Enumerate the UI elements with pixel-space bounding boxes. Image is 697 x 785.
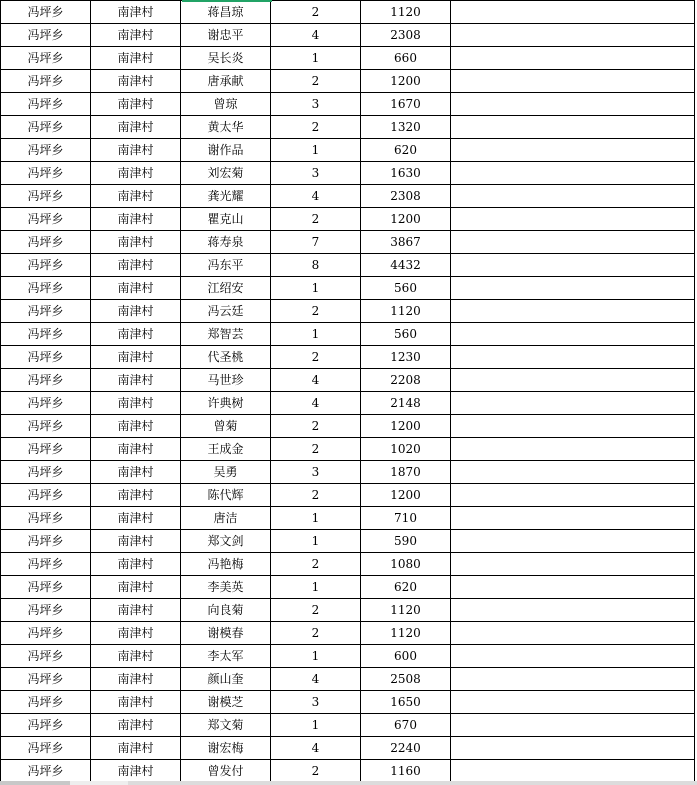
table-body — [1, 1, 695, 783]
name-cell[interactable]: 马世珍 — [181, 369, 271, 392]
table-row — [1, 645, 695, 668]
count-cell[interactable]: 1 — [271, 530, 361, 553]
empty-cell[interactable] — [451, 392, 695, 415]
empty-cell[interactable] — [451, 47, 695, 70]
township-cell[interactable]: 冯坪乡 — [1, 484, 91, 507]
amount-cell[interactable]: 1320 — [361, 116, 451, 139]
cell-selection-indicator — [182, 0, 272, 2]
empty-cell[interactable] — [451, 484, 695, 507]
empty-cell[interactable] — [451, 93, 695, 116]
table-row — [1, 760, 695, 783]
name-cell[interactable]: 吴长炎 — [181, 47, 271, 70]
village-cell[interactable]: 南津村 — [91, 668, 181, 691]
count-cell[interactable]: 8 — [271, 254, 361, 277]
amount-cell[interactable]: 2308 — [361, 185, 451, 208]
amount-cell[interactable]: 1120 — [361, 300, 451, 323]
count-cell[interactable]: 4 — [271, 24, 361, 47]
amount-cell[interactable]: 1200 — [361, 415, 451, 438]
amount-cell[interactable]: 1670 — [361, 93, 451, 116]
township-cell[interactable]: 冯坪乡 — [1, 599, 91, 622]
township-cell[interactable]: 冯坪乡 — [1, 47, 91, 70]
amount-cell[interactable]: 1200 — [361, 208, 451, 231]
name-cell[interactable]: 谢模春 — [181, 622, 271, 645]
empty-cell[interactable] — [451, 231, 695, 254]
village-cell[interactable]: 南津村 — [91, 70, 181, 93]
count-cell[interactable]: 2 — [271, 208, 361, 231]
township-cell[interactable]: 冯坪乡 — [1, 576, 91, 599]
empty-cell[interactable] — [451, 760, 695, 783]
amount-cell[interactable]: 1120 — [361, 1, 451, 24]
empty-cell[interactable] — [451, 1, 695, 24]
count-cell[interactable]: 2 — [271, 553, 361, 576]
township-cell[interactable]: 冯坪乡 — [1, 139, 91, 162]
township-cell[interactable]: 冯坪乡 — [1, 622, 91, 645]
village-cell[interactable]: 南津村 — [91, 47, 181, 70]
amount-cell[interactable]: 670 — [361, 714, 451, 737]
name-cell[interactable]: 向良菊 — [181, 599, 271, 622]
township-cell[interactable]: 冯坪乡 — [1, 300, 91, 323]
amount-cell[interactable]: 660 — [361, 47, 451, 70]
village-cell[interactable]: 南津村 — [91, 714, 181, 737]
count-cell[interactable]: 2 — [271, 300, 361, 323]
count-cell[interactable]: 1 — [271, 277, 361, 300]
village-cell[interactable]: 南津村 — [91, 461, 181, 484]
township-cell[interactable]: 冯坪乡 — [1, 1, 91, 24]
name-cell[interactable]: 曾发付 — [181, 760, 271, 783]
name-cell[interactable]: 黄太华 — [181, 116, 271, 139]
name-cell[interactable]: 颜山奎 — [181, 668, 271, 691]
empty-cell[interactable] — [451, 346, 695, 369]
table-row — [1, 622, 695, 645]
table-row — [1, 392, 695, 415]
amount-cell[interactable]: 620 — [361, 576, 451, 599]
village-cell[interactable]: 南津村 — [91, 162, 181, 185]
village-cell[interactable]: 南津村 — [91, 231, 181, 254]
village-cell[interactable]: 南津村 — [91, 24, 181, 47]
amount-cell[interactable]: 1160 — [361, 760, 451, 783]
table-row — [1, 208, 695, 231]
name-cell[interactable]: 谢作品 — [181, 139, 271, 162]
village-cell[interactable]: 南津村 — [91, 622, 181, 645]
village-cell[interactable]: 南津村 — [91, 484, 181, 507]
township-cell[interactable]: 冯坪乡 — [1, 323, 91, 346]
count-cell[interactable]: 2 — [271, 1, 361, 24]
table-row — [1, 530, 695, 553]
count-cell[interactable]: 1 — [271, 139, 361, 162]
amount-cell[interactable]: 1650 — [361, 691, 451, 714]
name-cell[interactable]: 蒋寿泉 — [181, 231, 271, 254]
table-row — [1, 277, 695, 300]
township-cell[interactable]: 冯坪乡 — [1, 369, 91, 392]
table-row — [1, 576, 695, 599]
amount-cell[interactable]: 4432 — [361, 254, 451, 277]
empty-cell[interactable] — [451, 254, 695, 277]
name-cell[interactable]: 代圣桃 — [181, 346, 271, 369]
name-cell[interactable]: 郑智芸 — [181, 323, 271, 346]
count-cell[interactable]: 2 — [271, 599, 361, 622]
empty-cell[interactable] — [451, 461, 695, 484]
amount-cell[interactable]: 600 — [361, 645, 451, 668]
table-row — [1, 553, 695, 576]
name-cell[interactable]: 郑文剑 — [181, 530, 271, 553]
village-cell[interactable]: 南津村 — [91, 576, 181, 599]
name-cell[interactable]: 龚光耀 — [181, 185, 271, 208]
table-row — [1, 47, 695, 70]
village-cell[interactable]: 南津村 — [91, 116, 181, 139]
township-cell[interactable]: 冯坪乡 — [1, 530, 91, 553]
count-cell[interactable]: 2 — [271, 70, 361, 93]
village-cell[interactable]: 南津村 — [91, 93, 181, 116]
name-cell[interactable]: 谢宏梅 — [181, 737, 271, 760]
township-cell[interactable]: 冯坪乡 — [1, 415, 91, 438]
count-cell[interactable]: 1 — [271, 645, 361, 668]
empty-cell[interactable] — [451, 438, 695, 461]
amount-cell[interactable]: 560 — [361, 277, 451, 300]
empty-cell[interactable] — [451, 24, 695, 47]
village-cell[interactable]: 南津村 — [91, 254, 181, 277]
count-cell[interactable]: 2 — [271, 484, 361, 507]
township-cell[interactable]: 冯坪乡 — [1, 24, 91, 47]
township-cell[interactable]: 冯坪乡 — [1, 737, 91, 760]
name-cell[interactable]: 刘宏菊 — [181, 162, 271, 185]
scrollbar-segment-left[interactable] — [0, 781, 70, 785]
table-row — [1, 507, 695, 530]
table-row — [1, 346, 695, 369]
table-row — [1, 369, 695, 392]
village-cell[interactable]: 南津村 — [91, 392, 181, 415]
village-cell[interactable]: 南津村 — [91, 139, 181, 162]
village-cell[interactable]: 南津村 — [91, 1, 181, 24]
amount-cell[interactable]: 1080 — [361, 553, 451, 576]
village-cell[interactable]: 南津村 — [91, 369, 181, 392]
table-row — [1, 691, 695, 714]
table-row — [1, 300, 695, 323]
township-cell[interactable]: 冯坪乡 — [1, 760, 91, 783]
table-row — [1, 93, 695, 116]
empty-cell[interactable] — [451, 507, 695, 530]
township-cell[interactable]: 冯坪乡 — [1, 392, 91, 415]
name-cell[interactable]: 冯云廷 — [181, 300, 271, 323]
name-cell[interactable]: 曾琼 — [181, 93, 271, 116]
village-cell[interactable]: 南津村 — [91, 530, 181, 553]
count-cell[interactable]: 4 — [271, 392, 361, 415]
count-cell[interactable]: 2 — [271, 346, 361, 369]
count-cell[interactable]: 3 — [271, 93, 361, 116]
table-row — [1, 162, 695, 185]
table-row — [1, 231, 695, 254]
count-cell[interactable]: 2 — [271, 622, 361, 645]
count-cell[interactable]: 2 — [271, 438, 361, 461]
table-row — [1, 714, 695, 737]
table-row — [1, 323, 695, 346]
name-cell[interactable]: 唐承献 — [181, 70, 271, 93]
township-cell[interactable]: 冯坪乡 — [1, 668, 91, 691]
empty-cell[interactable] — [451, 70, 695, 93]
name-cell[interactable]: 谢模芝 — [181, 691, 271, 714]
count-cell[interactable]: 4 — [271, 737, 361, 760]
count-cell[interactable]: 4 — [271, 185, 361, 208]
table-row — [1, 461, 695, 484]
township-cell[interactable]: 冯坪乡 — [1, 461, 91, 484]
village-cell[interactable]: 南津村 — [91, 185, 181, 208]
table-row — [1, 70, 695, 93]
amount-cell[interactable]: 1230 — [361, 346, 451, 369]
amount-cell[interactable]: 560 — [361, 323, 451, 346]
count-cell[interactable]: 3 — [271, 461, 361, 484]
empty-cell[interactable] — [451, 415, 695, 438]
count-cell[interactable]: 1 — [271, 714, 361, 737]
township-cell[interactable]: 冯坪乡 — [1, 277, 91, 300]
amount-cell[interactable]: 3867 — [361, 231, 451, 254]
township-cell[interactable]: 冯坪乡 — [1, 553, 91, 576]
empty-cell[interactable] — [451, 139, 695, 162]
table-row — [1, 737, 695, 760]
count-cell[interactable]: 2 — [271, 415, 361, 438]
empty-cell[interactable] — [451, 622, 695, 645]
amount-cell[interactable]: 2240 — [361, 737, 451, 760]
village-cell[interactable]: 南津村 — [91, 277, 181, 300]
village-cell[interactable]: 南津村 — [91, 553, 181, 576]
township-cell[interactable]: 冯坪乡 — [1, 254, 91, 277]
township-cell[interactable]: 冯坪乡 — [1, 691, 91, 714]
table-row — [1, 484, 695, 507]
empty-cell[interactable] — [451, 553, 695, 576]
township-cell[interactable]: 冯坪乡 — [1, 208, 91, 231]
amount-cell[interactable]: 2148 — [361, 392, 451, 415]
count-cell[interactable]: 1 — [271, 576, 361, 599]
township-cell[interactable]: 冯坪乡 — [1, 70, 91, 93]
table-row — [1, 139, 695, 162]
village-cell[interactable]: 南津村 — [91, 300, 181, 323]
village-cell[interactable]: 南津村 — [91, 507, 181, 530]
amount-cell[interactable]: 1630 — [361, 162, 451, 185]
amount-cell[interactable]: 620 — [361, 139, 451, 162]
table-row — [1, 24, 695, 47]
name-cell[interactable]: 李美英 — [181, 576, 271, 599]
name-cell[interactable]: 郑文菊 — [181, 714, 271, 737]
count-cell[interactable]: 3 — [271, 162, 361, 185]
empty-cell[interactable] — [451, 668, 695, 691]
count-cell[interactable]: 7 — [271, 231, 361, 254]
amount-cell[interactable]: 1200 — [361, 70, 451, 93]
village-cell[interactable]: 南津村 — [91, 760, 181, 783]
township-cell[interactable]: 冯坪乡 — [1, 93, 91, 116]
township-cell[interactable]: 冯坪乡 — [1, 714, 91, 737]
name-cell[interactable]: 陈代辉 — [181, 484, 271, 507]
name-cell[interactable]: 吴勇 — [181, 461, 271, 484]
amount-cell[interactable]: 1200 — [361, 484, 451, 507]
name-cell[interactable]: 曾菊 — [181, 415, 271, 438]
amount-cell[interactable]: 2508 — [361, 668, 451, 691]
name-cell[interactable]: 唐洁 — [181, 507, 271, 530]
amount-cell[interactable]: 1020 — [361, 438, 451, 461]
village-cell[interactable]: 南津村 — [91, 346, 181, 369]
count-cell[interactable]: 1 — [271, 507, 361, 530]
township-cell[interactable]: 冯坪乡 — [1, 116, 91, 139]
empty-cell[interactable] — [451, 576, 695, 599]
village-cell[interactable]: 南津村 — [91, 599, 181, 622]
village-cell[interactable]: 南津村 — [91, 208, 181, 231]
township-cell[interactable]: 冯坪乡 — [1, 162, 91, 185]
empty-cell[interactable] — [451, 300, 695, 323]
empty-cell[interactable] — [451, 323, 695, 346]
empty-cell[interactable] — [451, 116, 695, 139]
count-cell[interactable]: 3 — [271, 691, 361, 714]
township-cell[interactable]: 冯坪乡 — [1, 231, 91, 254]
count-cell[interactable]: 1 — [271, 323, 361, 346]
township-cell[interactable]: 冯坪乡 — [1, 346, 91, 369]
amount-cell[interactable]: 1120 — [361, 622, 451, 645]
name-cell[interactable]: 王成金 — [181, 438, 271, 461]
name-cell[interactable]: 李太军 — [181, 645, 271, 668]
township-cell[interactable]: 冯坪乡 — [1, 438, 91, 461]
count-cell[interactable]: 4 — [271, 369, 361, 392]
empty-cell[interactable] — [451, 530, 695, 553]
amount-cell[interactable]: 2208 — [361, 369, 451, 392]
table-row — [1, 116, 695, 139]
table-row — [1, 668, 695, 691]
name-cell[interactable]: 蒋昌琼 — [181, 1, 271, 24]
empty-cell[interactable] — [451, 599, 695, 622]
table-row — [1, 185, 695, 208]
empty-cell[interactable] — [451, 277, 695, 300]
township-cell[interactable]: 冯坪乡 — [1, 507, 91, 530]
amount-cell[interactable]: 1870 — [361, 461, 451, 484]
village-cell[interactable]: 南津村 — [91, 415, 181, 438]
name-cell[interactable]: 江绍安 — [181, 277, 271, 300]
village-cell[interactable]: 南津村 — [91, 691, 181, 714]
township-cell[interactable]: 冯坪乡 — [1, 185, 91, 208]
empty-cell[interactable] — [451, 185, 695, 208]
table-row — [1, 1, 695, 24]
count-cell[interactable]: 2 — [271, 116, 361, 139]
table-row — [1, 599, 695, 622]
village-cell[interactable]: 南津村 — [91, 737, 181, 760]
count-cell[interactable]: 2 — [271, 760, 361, 783]
empty-cell[interactable] — [451, 369, 695, 392]
empty-cell[interactable] — [451, 737, 695, 760]
name-cell[interactable]: 冯艳梅 — [181, 553, 271, 576]
count-cell[interactable]: 4 — [271, 668, 361, 691]
empty-cell[interactable] — [451, 645, 695, 668]
empty-cell[interactable] — [451, 162, 695, 185]
name-cell[interactable]: 冯东平 — [181, 254, 271, 277]
empty-cell[interactable] — [451, 691, 695, 714]
name-cell[interactable]: 谢忠平 — [181, 24, 271, 47]
empty-cell[interactable] — [451, 714, 695, 737]
village-cell[interactable]: 南津村 — [91, 645, 181, 668]
table-row — [1, 438, 695, 461]
table-row — [1, 415, 695, 438]
amount-cell[interactable]: 2308 — [361, 24, 451, 47]
amount-cell[interactable]: 710 — [361, 507, 451, 530]
township-cell[interactable]: 冯坪乡 — [1, 645, 91, 668]
village-cell[interactable]: 南津村 — [91, 323, 181, 346]
name-cell[interactable]: 许典树 — [181, 392, 271, 415]
table-row — [1, 254, 695, 277]
name-cell[interactable]: 瞿克山 — [181, 208, 271, 231]
scrollbar-thumb[interactable] — [128, 781, 697, 785]
amount-cell[interactable]: 1120 — [361, 599, 451, 622]
empty-cell[interactable] — [451, 208, 695, 231]
amount-cell[interactable]: 590 — [361, 530, 451, 553]
count-cell[interactable]: 1 — [271, 47, 361, 70]
village-cell[interactable]: 南津村 — [91, 438, 181, 461]
